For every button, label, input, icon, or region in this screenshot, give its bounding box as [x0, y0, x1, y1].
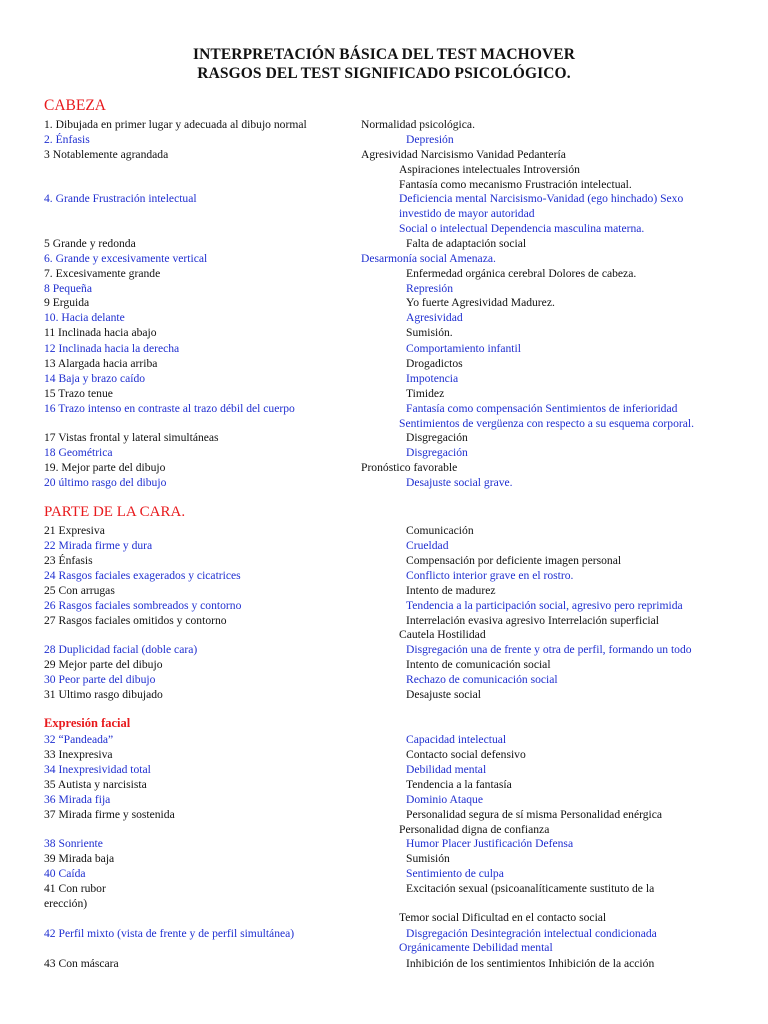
trait-text[interactable]: 34 Inexpresividad total: [44, 763, 151, 776]
trait-text: 19. Mejor parte del dibujo: [44, 461, 166, 474]
section-heading-expresion-facial: Expresión facial: [44, 716, 131, 730]
trait-text[interactable]: 10. Hacia delante: [44, 311, 125, 324]
meaning-text[interactable]: Disgregación una de frente y otra de perfil, formando un todo: [406, 643, 692, 656]
meaning-text[interactable]: Humor Placer Justificación Defensa: [406, 837, 574, 850]
meaning-text[interactable]: Conflicto interior grave en el rostro.: [406, 569, 574, 582]
meaning-text[interactable]: Represión: [406, 282, 454, 295]
meaning-text[interactable]: Debilidad mental: [406, 763, 487, 776]
meaning-text: Drogadictos: [406, 357, 463, 370]
meaning-text: Enfermedad orgánica cerebral Dolores de cabeza.: [406, 267, 637, 280]
meaning-text[interactable]: Depresión: [406, 133, 454, 146]
meaning-text[interactable]: Dominio Ataque: [406, 793, 483, 806]
trait-text: 31 Ultimo rasgo dibujado: [44, 688, 163, 701]
trait-text[interactable]: 36 Mirada fija: [44, 793, 111, 806]
trait-text: 27 Rasgos faciales omitidos y contorno: [44, 614, 227, 627]
meaning-text[interactable]: Agresividad: [406, 311, 463, 324]
meaning-text[interactable]: Tendencia a la participación social, agresivo pero reprimida: [406, 599, 683, 612]
trait-text: 1. Dibujada en primer lugar y adecuada al dibujo normal: [44, 118, 307, 131]
meaning-text: Comunicación: [406, 524, 474, 537]
trait-text[interactable]: 24 Rasgos faciales exagerados y cicatrices: [44, 569, 241, 582]
trait-text[interactable]: 22 Mirada firme y dura: [44, 539, 153, 552]
meaning-text: Normalidad psicológica.: [361, 118, 475, 131]
meaning-text[interactable]: Disgregación: [406, 446, 468, 459]
meaning-text[interactable]: Impotencia: [406, 372, 459, 385]
meaning-text: Personalidad segura de sí misma Personalidad enérgica: [406, 808, 663, 821]
trait-text: 35 Autista y narcisista: [44, 778, 147, 791]
trait-text: 21 Expresiva: [44, 524, 105, 537]
meaning-text: Personalidad digna de confianza: [399, 823, 550, 836]
meaning-text: Intento de comunicación social: [406, 658, 551, 671]
meaning-text[interactable]: Sentimiento de culpa: [406, 867, 504, 880]
trait-text[interactable]: 20 último rasgo del dibujo: [44, 476, 167, 489]
trait-text: 17 Vistas frontal y lateral simultáneas: [44, 431, 219, 444]
trait-text: 33 Inexpresiva: [44, 748, 113, 761]
meaning-text: Inhibición de los sentimientos Inhibición de la acción: [406, 957, 655, 970]
meaning-text[interactable]: Disgregación Desintegración intelectual condicionada: [406, 927, 657, 940]
trait-text[interactable]: 28 Duplicidad facial (doble cara): [44, 643, 198, 656]
trait-text[interactable]: 2. Énfasis: [44, 133, 90, 146]
meaning-text: Tendencia a la fantasía: [406, 778, 512, 791]
meaning-text[interactable]: Orgánicamente Debilidad mental: [399, 941, 553, 954]
meaning-text[interactable]: Sentimientos de vergüenza con respecto a su esquema corporal.: [399, 417, 695, 430]
trait-text[interactable]: 18 Geométrica: [44, 446, 113, 459]
meaning-text[interactable]: Social o intelectual Dependencia masculina materna.: [399, 222, 645, 235]
meaning-text: Temor social Dificultad en el contacto social: [399, 911, 607, 924]
meaning-text[interactable]: Crueldad: [406, 539, 449, 552]
trait-text: 23 Énfasis: [44, 554, 93, 567]
meaning-text: Intento de madurez: [406, 584, 496, 597]
meaning-text[interactable]: Fantasía como compensación Sentimientos de inferioridad: [406, 402, 678, 415]
meaning-text: Agresividad Narcisismo Vanidad Pedantería: [361, 148, 566, 161]
document-title-line-1: INTERPRETACIÓN BÁSICA DEL TEST MACHOVER: [192, 46, 575, 63]
trait-text[interactable]: 14 Baja y brazo caído: [44, 372, 146, 385]
meaning-text: Timidez: [406, 387, 445, 400]
document-title-line-2: RASGOS DEL TEST SIGNIFICADO PSICOLÓGICO.: [197, 65, 571, 82]
trait-text[interactable]: 30 Peor parte del dibujo: [44, 673, 156, 686]
trait-text: erección): [44, 897, 88, 910]
meaning-text: Yo fuerte Agresividad Madurez.: [406, 296, 555, 309]
trait-text[interactable]: 12 Inclinada hacia la derecha: [44, 342, 180, 355]
meaning-text: Fantasía como mecanismo Frustración intelectual.: [399, 178, 632, 191]
trait-text: 15 Trazo tenue: [44, 387, 113, 400]
trait-text: 25 Con arrugas: [44, 584, 115, 597]
meaning-text[interactable]: Rechazo de comunicación social: [406, 673, 558, 686]
trait-text: 5 Grande y redonda: [44, 237, 136, 250]
trait-text[interactable]: 40 Caída: [44, 867, 86, 880]
meaning-text: Excitación sexual (psicoanalíticamente sustituto de la: [406, 882, 655, 895]
trait-text: 39 Mirada baja: [44, 852, 115, 865]
trait-text[interactable]: 6. Grande y excesivamente vertical: [44, 252, 208, 265]
meaning-text: Sumisión.: [406, 326, 453, 339]
trait-text: 13 Alargada hacia arriba: [44, 357, 158, 370]
trait-text[interactable]: 32 “Pandeada”: [44, 733, 114, 746]
trait-text: 9 Erguida: [44, 296, 90, 309]
meaning-text: Disgregación: [406, 431, 468, 444]
trait-text: 3 Notablemente agrandada: [44, 148, 169, 161]
trait-text: 29 Mejor parte del dibujo: [44, 658, 163, 671]
meaning-text: Aspiraciones intelectuales Introversión: [399, 163, 580, 176]
meaning-text[interactable]: Desarmonía social Amenaza.: [361, 252, 496, 265]
trait-text[interactable]: 42 Perfil mixto (vista de frente y de perfil simultánea): [44, 927, 295, 940]
trait-text: 11 Inclinada hacia abajo: [44, 326, 157, 339]
trait-text: 7. Excesivamente grande: [44, 267, 161, 280]
trait-text: 41 Con rubor: [44, 882, 106, 895]
meaning-text: Sumisión: [406, 852, 450, 865]
meaning-text: Falta de adaptación social: [406, 237, 527, 250]
meaning-text: Contacto social defensivo: [406, 748, 526, 761]
section-heading-cabeza: CABEZA: [44, 97, 106, 114]
meaning-text: Interrelación evasiva agresivo Interrelación superficial: [406, 614, 660, 627]
trait-text: 37 Mirada firme y sostenida: [44, 808, 175, 821]
meaning-text[interactable]: Comportamiento infantil: [406, 342, 521, 355]
trait-text[interactable]: 16 Trazo intenso en contraste al trazo débil del cuerpo: [44, 402, 295, 415]
trait-text[interactable]: 38 Sonriente: [44, 837, 103, 850]
trait-text[interactable]: 26 Rasgos faciales sombreados y contorno: [44, 599, 242, 612]
trait-text: 43 Con máscara: [44, 957, 119, 970]
meaning-text[interactable]: Capacidad intelectual: [406, 733, 507, 746]
trait-text[interactable]: 8 Pequeña: [44, 282, 92, 295]
meaning-text[interactable]: Desajuste social grave.: [406, 476, 513, 489]
meaning-text: Cautela Hostilidad: [399, 628, 486, 641]
meaning-text[interactable]: Deficiencia mental Narcisismo-Vanidad (ego hinchado) Sexo: [399, 192, 684, 205]
meaning-text: Compensación por deficiente imagen personal: [406, 554, 622, 567]
meaning-text: Desajuste social: [406, 688, 482, 701]
trait-text[interactable]: 4. Grande Frustración intelectual: [44, 192, 197, 205]
meaning-text: Pronóstico favorable: [361, 461, 458, 474]
meaning-text[interactable]: investido de mayor autoridad: [399, 207, 535, 220]
section-heading-parte-cara: PARTE DE LA CARA.: [44, 504, 186, 520]
